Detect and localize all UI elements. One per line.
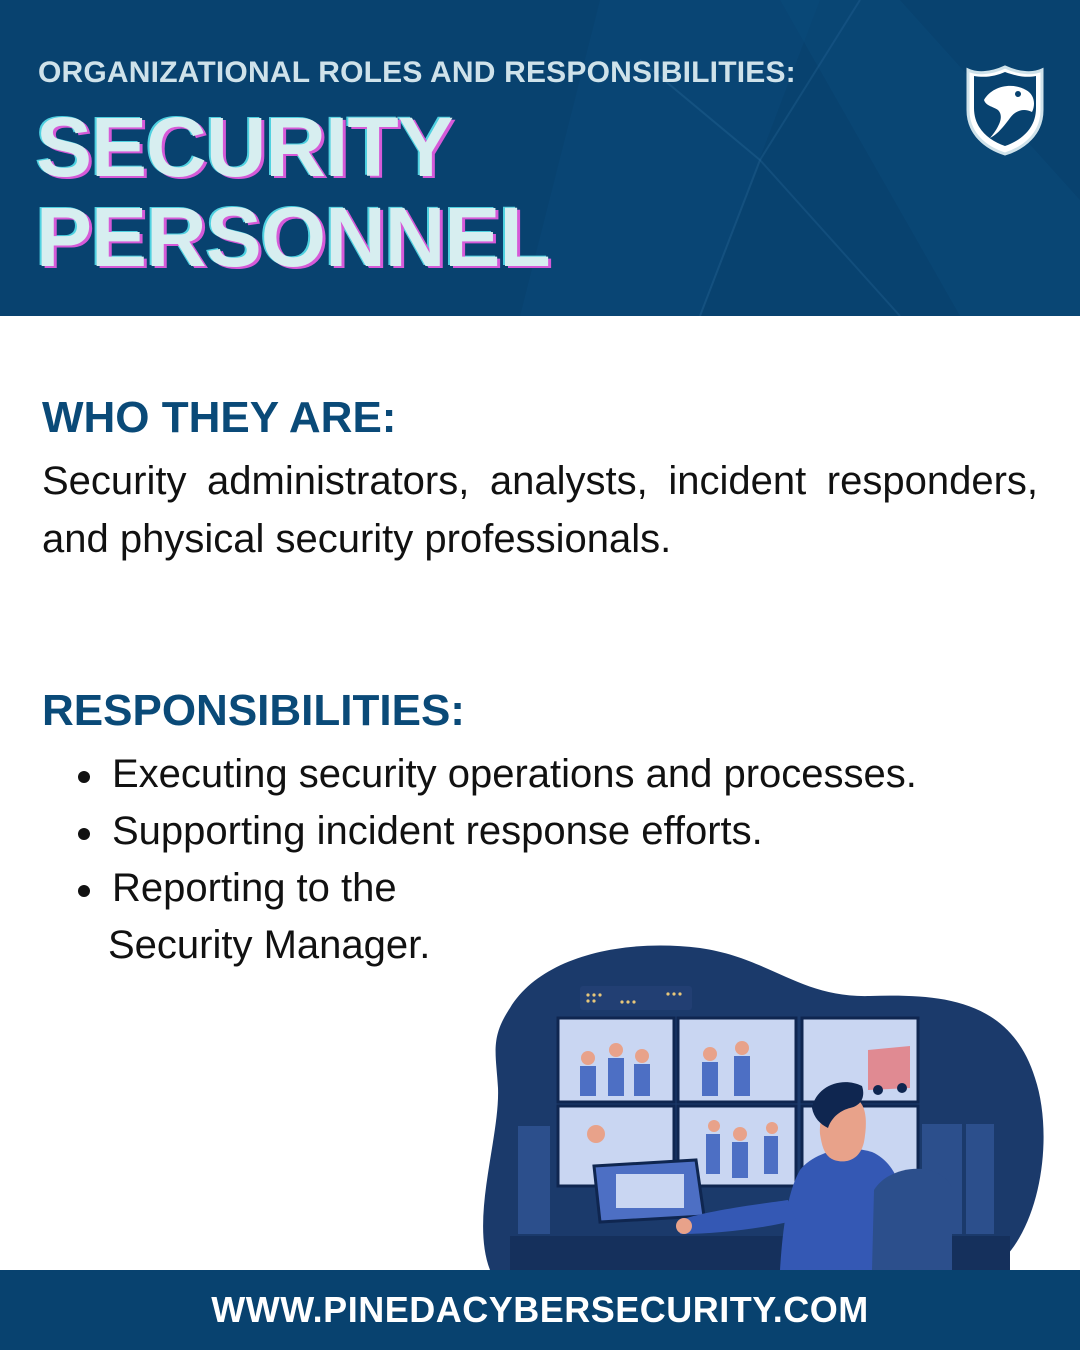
shield-eagle-icon — [964, 64, 1046, 156]
responsibility-text: Supporting incident response efforts. — [112, 809, 763, 853]
responsibilities-heading: RESPONSIBILITIES: — [42, 686, 465, 735]
list-item — [42, 746, 1038, 803]
who-they-are-text: Security administrators, analysts, incident responders, and physical security professionals. — [42, 459, 1038, 561]
page-title-line-1: SECURITY — [36, 100, 453, 194]
responsibility-text: Reporting to the — [112, 866, 397, 910]
footer-banner — [0, 1270, 1080, 1350]
header-banner — [0, 0, 1080, 316]
page-title-line-2: PERSONNEL — [36, 190, 550, 284]
list-item — [42, 803, 1038, 860]
bullet-dot — [78, 885, 90, 897]
bullet-dot — [78, 771, 90, 783]
responsibility-text-continued: Security Manager. — [108, 923, 431, 967]
page-title — [36, 102, 550, 282]
page-kicker: ORGANIZATIONAL ROLES AND RESPONSIBILITIES: — [38, 56, 796, 89]
who-they-are-heading: WHO THEY ARE: — [42, 393, 397, 442]
bullet-dot — [78, 828, 90, 840]
responsibility-text: Executing security operations and processes. — [112, 752, 917, 796]
security-monitoring-illustration — [470, 938, 1050, 1278]
website-link[interactable]: WWW.PINEDACYBERSECURITY.COM — [211, 1289, 869, 1330]
